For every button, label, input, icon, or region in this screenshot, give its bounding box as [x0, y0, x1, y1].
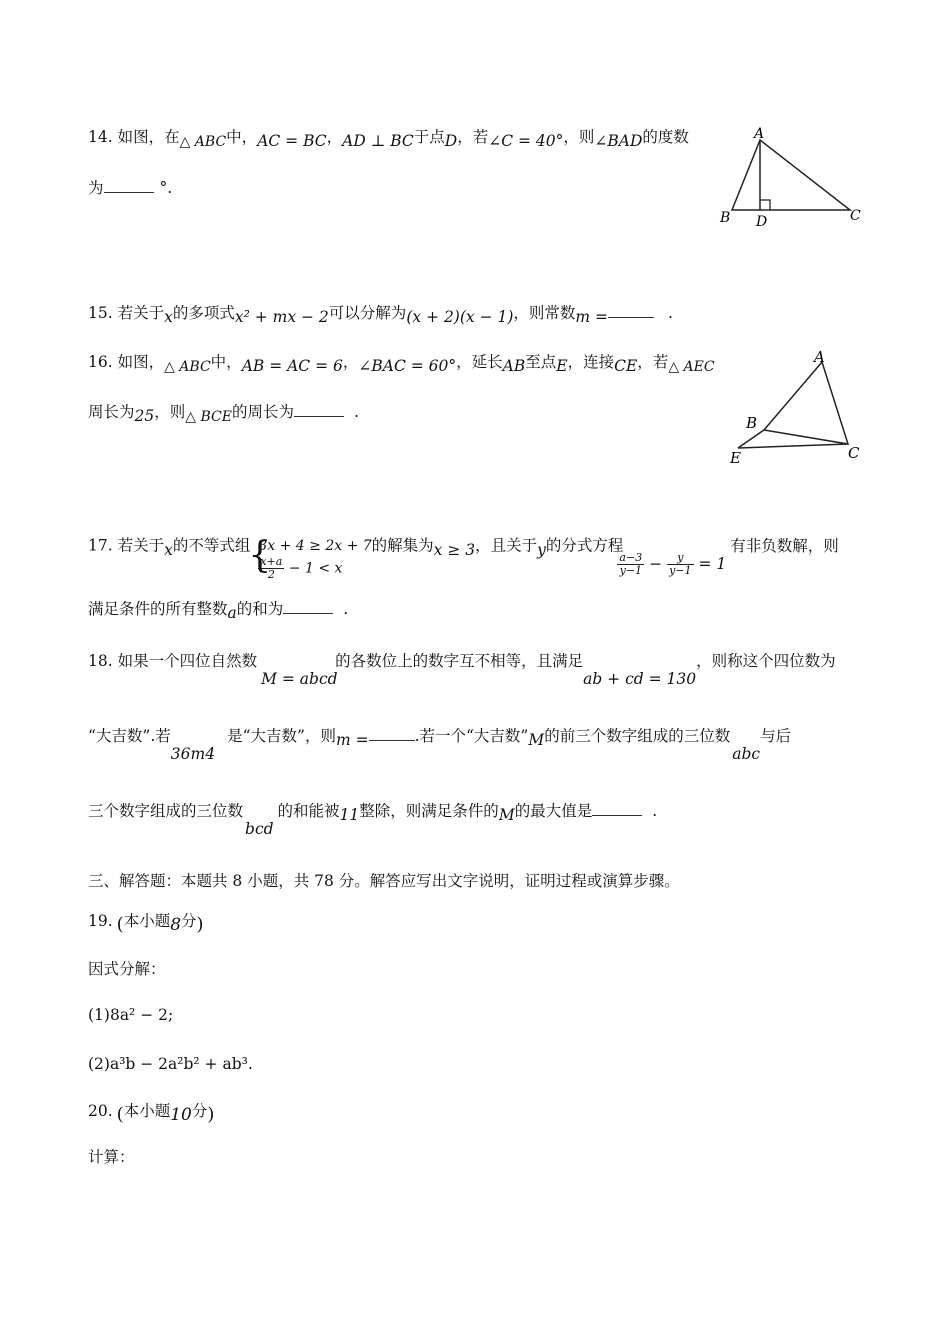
q17-fraction-2 — [667, 552, 693, 577]
q14-text: ，若 — [457, 128, 489, 146]
q20-fen: 分 — [191, 1102, 208, 1120]
q20-score: 10 — [170, 1105, 192, 1125]
q19-paren-open: ( — [116, 914, 124, 935]
q17-ineq2-rest: − 1 < x — [288, 560, 343, 577]
q19-paren-close: ) — [196, 914, 204, 935]
q14-label-b: B — [720, 210, 731, 226]
q14-text: 为 — [88, 179, 104, 197]
q17-var-a: a — [227, 604, 237, 622]
q16-text: 至点 — [525, 353, 557, 371]
q18-text: 的前三个数字组成的三位数 — [544, 727, 731, 745]
q16-text: ， — [342, 353, 359, 371]
q17-text: 满足条件的所有整数 — [88, 600, 228, 618]
q16-triangle-abc-shape — [764, 362, 848, 444]
q17-solution-set: x ≥ 3 — [433, 540, 476, 559]
q18-number-bcd: bcd — [245, 820, 274, 838]
q16-perimeter: 25 — [134, 407, 155, 425]
q15-text: . — [668, 304, 673, 322]
q14-ad-perp-bc: AD ⊥ BC — [342, 132, 414, 150]
q14-angle-bad: ∠BAD — [594, 132, 643, 150]
q17-text: . — [343, 600, 349, 618]
q20-header — [88, 1100, 215, 1125]
q18-answer-blank-2[interactable] — [592, 801, 642, 816]
q18-number-36m4: 36m4 — [170, 745, 216, 763]
q16-text: ，延长 — [456, 353, 503, 371]
q18-text: “大吉数” — [88, 727, 151, 745]
q16-label-b: B — [746, 414, 758, 432]
q18-line2 — [88, 725, 792, 763]
q19-header — [88, 910, 204, 935]
q17-fraction-equation — [617, 551, 727, 577]
q18-var-m: M — [528, 731, 545, 749]
q17-text: 有非负数解，则 — [730, 536, 839, 555]
q17-f1-den: y−1 — [619, 564, 643, 577]
q18-var-m-2: M — [498, 806, 515, 824]
section3-heading: 三、解答题：本题共 8 小题，共 78 分。解答应写出文字说明，证明过程或演算步骤。 — [88, 872, 680, 890]
q16-triangle-bce: △ BCE — [185, 409, 232, 425]
q17-inequality-system — [250, 536, 371, 581]
q15-answer-blank[interactable] — [608, 303, 654, 318]
q16-text: 的周长为 — [231, 403, 294, 421]
q18-number-abc: abc — [732, 745, 761, 763]
q16-text: ，则 — [154, 403, 186, 421]
q16-triangle-abc: △ ABC — [164, 359, 211, 375]
q16-text: 16. 如图， — [88, 353, 165, 371]
q15-factors: (x + 2)(x − 1) — [406, 308, 514, 326]
q19-part-1: (1)8a² − 2; — [88, 1006, 174, 1024]
q18-text: ，则称这个四位数为 — [696, 652, 836, 670]
q20-instruction: 计算： — [88, 1148, 135, 1166]
q20-paren-close: ) — [207, 1104, 215, 1125]
q14-label-d: D — [756, 214, 768, 230]
q18-text: .若一个“大吉数” — [414, 727, 529, 745]
q14-angle-c: ∠C = 40° — [488, 132, 564, 150]
q15-polynomial: x² + mx − 2 — [234, 308, 329, 326]
q16-line2 — [88, 401, 359, 424]
q16-extension-be — [738, 430, 764, 448]
q15-text: 可以分解为 — [328, 304, 407, 322]
q16-figure-triangle — [726, 348, 866, 468]
q18-text: . — [652, 802, 658, 820]
q18-eleven: 11 — [339, 806, 360, 824]
q18-text: 的各数位上的数字互不相等，且满足 — [335, 652, 584, 670]
q20-label: 本小题 — [123, 1102, 171, 1120]
q17-text: 17. 若关于 — [88, 536, 165, 555]
q16-answer-blank[interactable] — [294, 402, 344, 417]
q16-text: ，若 — [637, 353, 669, 371]
q14-label-c: C — [850, 208, 861, 224]
q17-minus: − — [649, 554, 663, 573]
q15-text: ，则常数 — [513, 304, 576, 322]
q17-f2-num: y — [667, 552, 693, 565]
q14-prefix: 14. 如图，在 — [88, 128, 180, 146]
q18-m-definition: M = abcd — [261, 670, 338, 688]
q14-ac-eq-bc: AC = BC — [257, 132, 327, 150]
q16-label-a: A — [814, 348, 825, 366]
q17-fraction-1 — [617, 552, 644, 577]
q15-text: 15. 若关于 — [88, 304, 165, 322]
q16-text: ，连接 — [567, 353, 615, 371]
q14-triangle-abc: △ ABC — [179, 134, 227, 150]
q18-text: .若 — [150, 727, 171, 745]
q17-line1 — [88, 524, 839, 581]
q19-fen: 分 — [181, 912, 197, 930]
q16-text: 中， — [210, 353, 242, 371]
q16-text: 周长为 — [88, 403, 135, 421]
q19-instruction: 因式分解： — [88, 960, 166, 978]
q14-answer-blank[interactable] — [104, 178, 154, 193]
q20-paren-open: ( — [116, 1104, 124, 1125]
q17-text: 的不等式组 — [172, 536, 251, 555]
q19-label: 本小题 — [123, 912, 171, 930]
q17-fraction-xa — [258, 556, 284, 581]
q18-text: 是“大吉数”，则 — [227, 727, 336, 745]
q18-text: 三个数字组成的三位数 — [88, 802, 244, 820]
q19-part-2: (2)a³b − 2a²b² + ab³. — [88, 1055, 253, 1073]
q14-line2 — [88, 177, 172, 199]
q18-text: 18. 如果一个四位自然数 — [88, 652, 258, 670]
q14-text: 中， — [226, 128, 258, 146]
q16-angle-bac: ∠BAC = 60° — [358, 357, 457, 375]
q14-text: °. — [159, 179, 173, 197]
q19-score: 8 — [170, 915, 182, 935]
q15-text: 的多项式 — [172, 304, 235, 322]
q17-f2-den: y−1 — [669, 564, 692, 577]
q17-f1-num: a−3 — [619, 551, 643, 564]
q17-frac-den: 2 — [267, 568, 275, 581]
q14-text: 于点 — [413, 128, 445, 146]
q17-inequality-2 — [258, 556, 371, 581]
q14-point-d: D — [444, 132, 458, 150]
q18-text: 与后 — [760, 727, 792, 745]
q18-text: 整除，则满足条件的 — [359, 802, 499, 820]
q14-text: ，则 — [563, 128, 595, 146]
q18-line3 — [88, 800, 658, 838]
q14-text: 的度数 — [642, 128, 689, 146]
q17-answer-blank[interactable] — [283, 599, 333, 614]
q15-var-x: x — [164, 308, 173, 326]
q17-inequality-1: { 3x + 4 ≥ 2x + 7 — [258, 538, 372, 554]
q16-segment-ec — [738, 444, 848, 448]
q18-text: 的和能被 — [277, 802, 340, 820]
q17-var-y: y — [537, 540, 546, 559]
q17-text: 的解集为 — [371, 536, 434, 555]
q18-line1 — [88, 650, 836, 688]
q17-eq-one: = 1 — [698, 554, 727, 573]
q20-number: 20. — [88, 1102, 113, 1120]
q14-figure-triangle — [712, 122, 872, 232]
q17-text: 的分式方程 — [545, 536, 624, 555]
q16-label-e: E — [730, 449, 741, 467]
q18-text: 的最大值是 — [514, 802, 593, 820]
q16-point-e: E — [556, 357, 568, 375]
q16-label-c: C — [848, 444, 860, 462]
q14-right-angle-mark — [760, 200, 770, 210]
q17-text: 的和为 — [236, 600, 284, 618]
q16-triangle-aec: △ AEC — [668, 359, 715, 375]
q17-var-x: x — [164, 540, 173, 559]
q18-m-eq: m = — [335, 731, 369, 749]
q18-answer-blank-1[interactable] — [369, 726, 415, 741]
q16-ab-eq-ac: AB = AC = 6 — [241, 357, 343, 375]
q16-line1 — [88, 351, 715, 374]
q14-triangle-shape — [732, 140, 850, 210]
q18-condition: ab + cd = 130 — [583, 670, 697, 688]
q19-number: 19. — [88, 912, 113, 930]
q14-label-a: A — [754, 126, 765, 142]
q16-segment-ab: AB — [502, 357, 526, 375]
q16-text: . — [353, 403, 359, 421]
q15-line — [88, 302, 673, 324]
q17-line2 — [88, 598, 348, 620]
q15-m-eq: m = — [575, 308, 609, 326]
q14-text: ， — [326, 128, 343, 146]
q16-segment-ce: CE — [614, 357, 638, 375]
q14-line1 — [88, 126, 689, 149]
q17-frac-num: x+a — [260, 555, 283, 568]
q17-text: ，且关于 — [475, 536, 538, 555]
